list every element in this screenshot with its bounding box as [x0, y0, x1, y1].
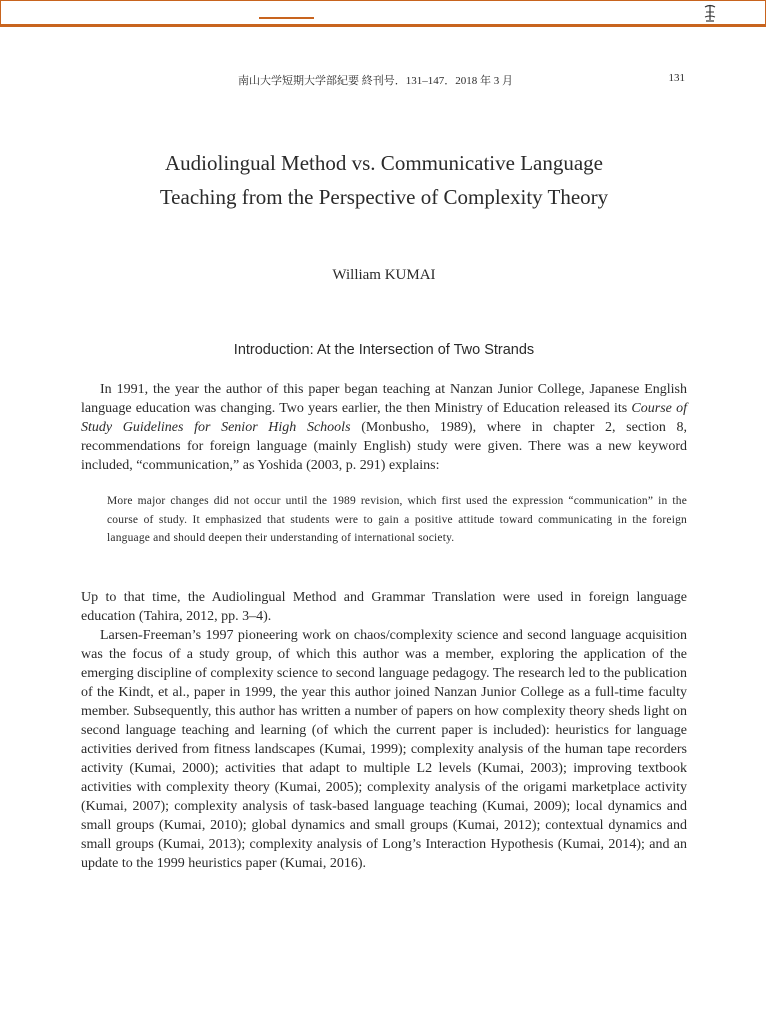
body-paragraph-1 [81, 380, 687, 475]
top-toolbar [0, 0, 766, 27]
block-quote: More major changes did not occur until the 1989 revision, which first used the expression “communication” in the course of study. It emphasized that students were to gain a positive attitude toward communicating in the foreign language and should deepen their understanding of international society. [107, 495, 687, 544]
paper-title [80, 146, 688, 214]
active-tab-indicator[interactable] [259, 17, 314, 19]
p1-text-before: In 1991, the year the author of this paper began teaching at Nanzan Junior College, Japanese English language education was changing. Two years earlier, the then Ministry of Education released its [81, 382, 687, 416]
page-number: 131 [668, 72, 685, 84]
body-paragraph-3: Larsen-Freeman’s 1997 pioneering work on chaos/complexity science and second language acquisition was the focus of a study group, of which this author was a member, exploring the application of the emerging discipline of complexity science to second language pedagogy. The research led to the publication of the Kindt, et al., paper in 1999, the year this author joined Nanzan Junior College as a full-time faculty member. Subsequently, this author has written a number of papers on how complexity theory sheds light on second language teaching and learning (of which the current paper is included): heuristics for language activities derived from fitness landscapes (Kumai, 1999); complexity analysis of the human tape recorders activity (Kumai, 2000); activities that adapt to multiple L2 levels (Kumai, 2003); improving textbook activities with complexity theory (Kumai, 2005); complexity analysis of the origami marketplace activity (Kumai, 2007); complexity analysis of task-based language teaching (Kumai, 2009); local dynamics and small groups (Kumai, 2010); global dynamics and small groups (Kumai, 2012); contextual dynamics and small groups (Kumai, 2013); complexity analysis of Long’s Interaction Hypothesis (Kumai, 2014); and an update to the 1999 heuristics paper (Kumai, 2016). [81, 628, 687, 871]
journal-citation: 南山大学短期大学部紀要 終刊号．131–147．2018 年 3 月 [238, 75, 513, 87]
section-heading: Introduction: At the Intersection of Two Strands [233, 342, 535, 358]
body-paragraph-2: Up to that time, the Audiolingual Method and Grammar Translation were used in foreign language education (Tahira, 2012, pp. 3–4). [81, 590, 687, 624]
title-line-2: Teaching from the Perspective of Complexity Theory [159, 185, 609, 209]
p1-italic-title: Course of Study Guidelines for Senior High Schools [81, 401, 687, 435]
library-logo-icon[interactable] [701, 3, 719, 23]
author-name: William KUMAI [332, 267, 436, 283]
running-header [0, 72, 768, 88]
title-line-1: Audiolingual Method vs. Communicative Language [164, 151, 603, 175]
p1-text-after: (Monbusho, 1989), where in chapter 2, section 8, recommendations for foreign language (mainly English) study were given. There was a new keyword included, “communication,” as Yoshida (2003, p. 291) explains: [81, 420, 687, 473]
